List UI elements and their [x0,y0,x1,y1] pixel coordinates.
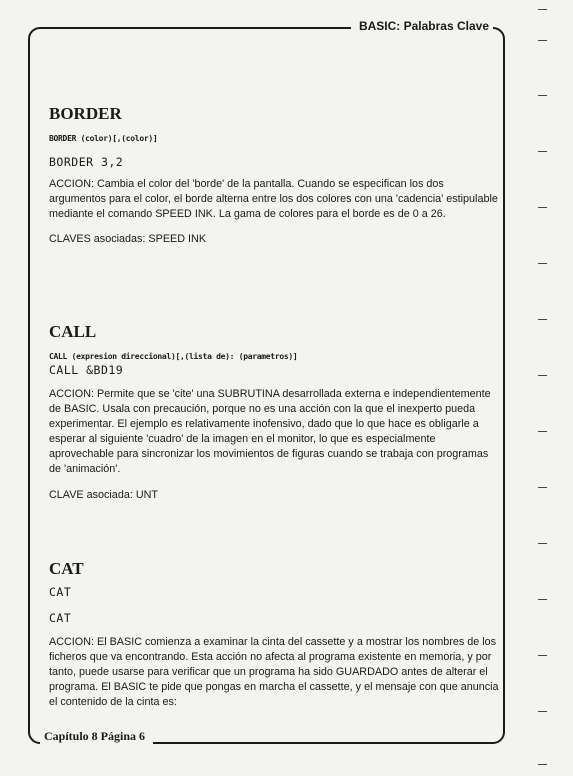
border-title: BORDER [49,104,122,123]
margin-mark [538,487,547,488]
cat-title: CAT [49,559,84,578]
margin-mark [538,40,547,41]
margin-mark [538,655,547,656]
call-syntax: CALL (expresion direccional)[,(lista de): (parametros)] [49,352,298,361]
cat-description: ACCION: El BASIC comienza a examinar la cinta del cassette y a mostrar los nombres de los ficheros que va encontrando. Esta acción no afecta al programa existente en memoria, y por tanto, puede usarse para verificar que un programa ha sido GUARDADO antes de alterar el programa. El BASIC te pide que pongas en marcha el cassette, y el mensaje con que anuncia el contenido de la cinta es: [49,636,499,708]
border-description: ACCION: Cambia el color del 'borde' de la pantalla. Cuando se especifican los dos argumentos para el color, el borde alterna entre los dos colores con una 'cadencia' estipulable mediante el comando SPEED INK. La gama de colores para el borde es de 0 a 26. [49,178,498,220]
page-footer: Capítulo 8 Página 6 [40,729,153,744]
page-header: BASIC: Palabras Clave [351,19,493,33]
margin-mark [538,764,547,765]
cat-syntax: CAT [49,585,72,599]
border-syntax: BORDER (color)[,(color)] [49,134,158,143]
margin-mark [538,431,547,432]
margin-mark [538,711,547,712]
margin-mark [538,319,547,320]
call-section [49,322,499,501]
margin-mark [538,543,547,544]
cat-section [49,559,499,710]
call-example: CALL &BD19 [49,363,124,377]
margin-mark [538,151,547,152]
call-keys: CLAVE asociada: UNT [49,489,159,501]
margin-mark [538,207,547,208]
cat-example: CAT [49,611,72,625]
margin-mark [538,95,547,96]
call-description: ACCION: Permite que se 'cite' una SUBRUTINA desarrollada externa e independientemente de BASIC. Usala con precaución, porque no es una acción con la que el inexperto pueda experimentar. El ejemplo es relativamente inofensivo, dado que lo que hace es obligarle a esperar al siguiente 'cuadro' de la imagen en el monitor, lo que es especialmente aprovechable para sincronizar los movimientos de figuras cuando se trabaja con programas de 'animación'. [49,388,491,475]
border-section [49,104,499,245]
call-title: CALL [49,322,97,341]
border-keys: CLAVES asociadas: SPEED INK [49,233,207,245]
margin-mark [538,9,547,10]
margin-mark [538,263,547,264]
margin-mark [538,375,547,376]
margin-mark [538,599,547,600]
border-example: BORDER 3,2 [49,155,124,169]
